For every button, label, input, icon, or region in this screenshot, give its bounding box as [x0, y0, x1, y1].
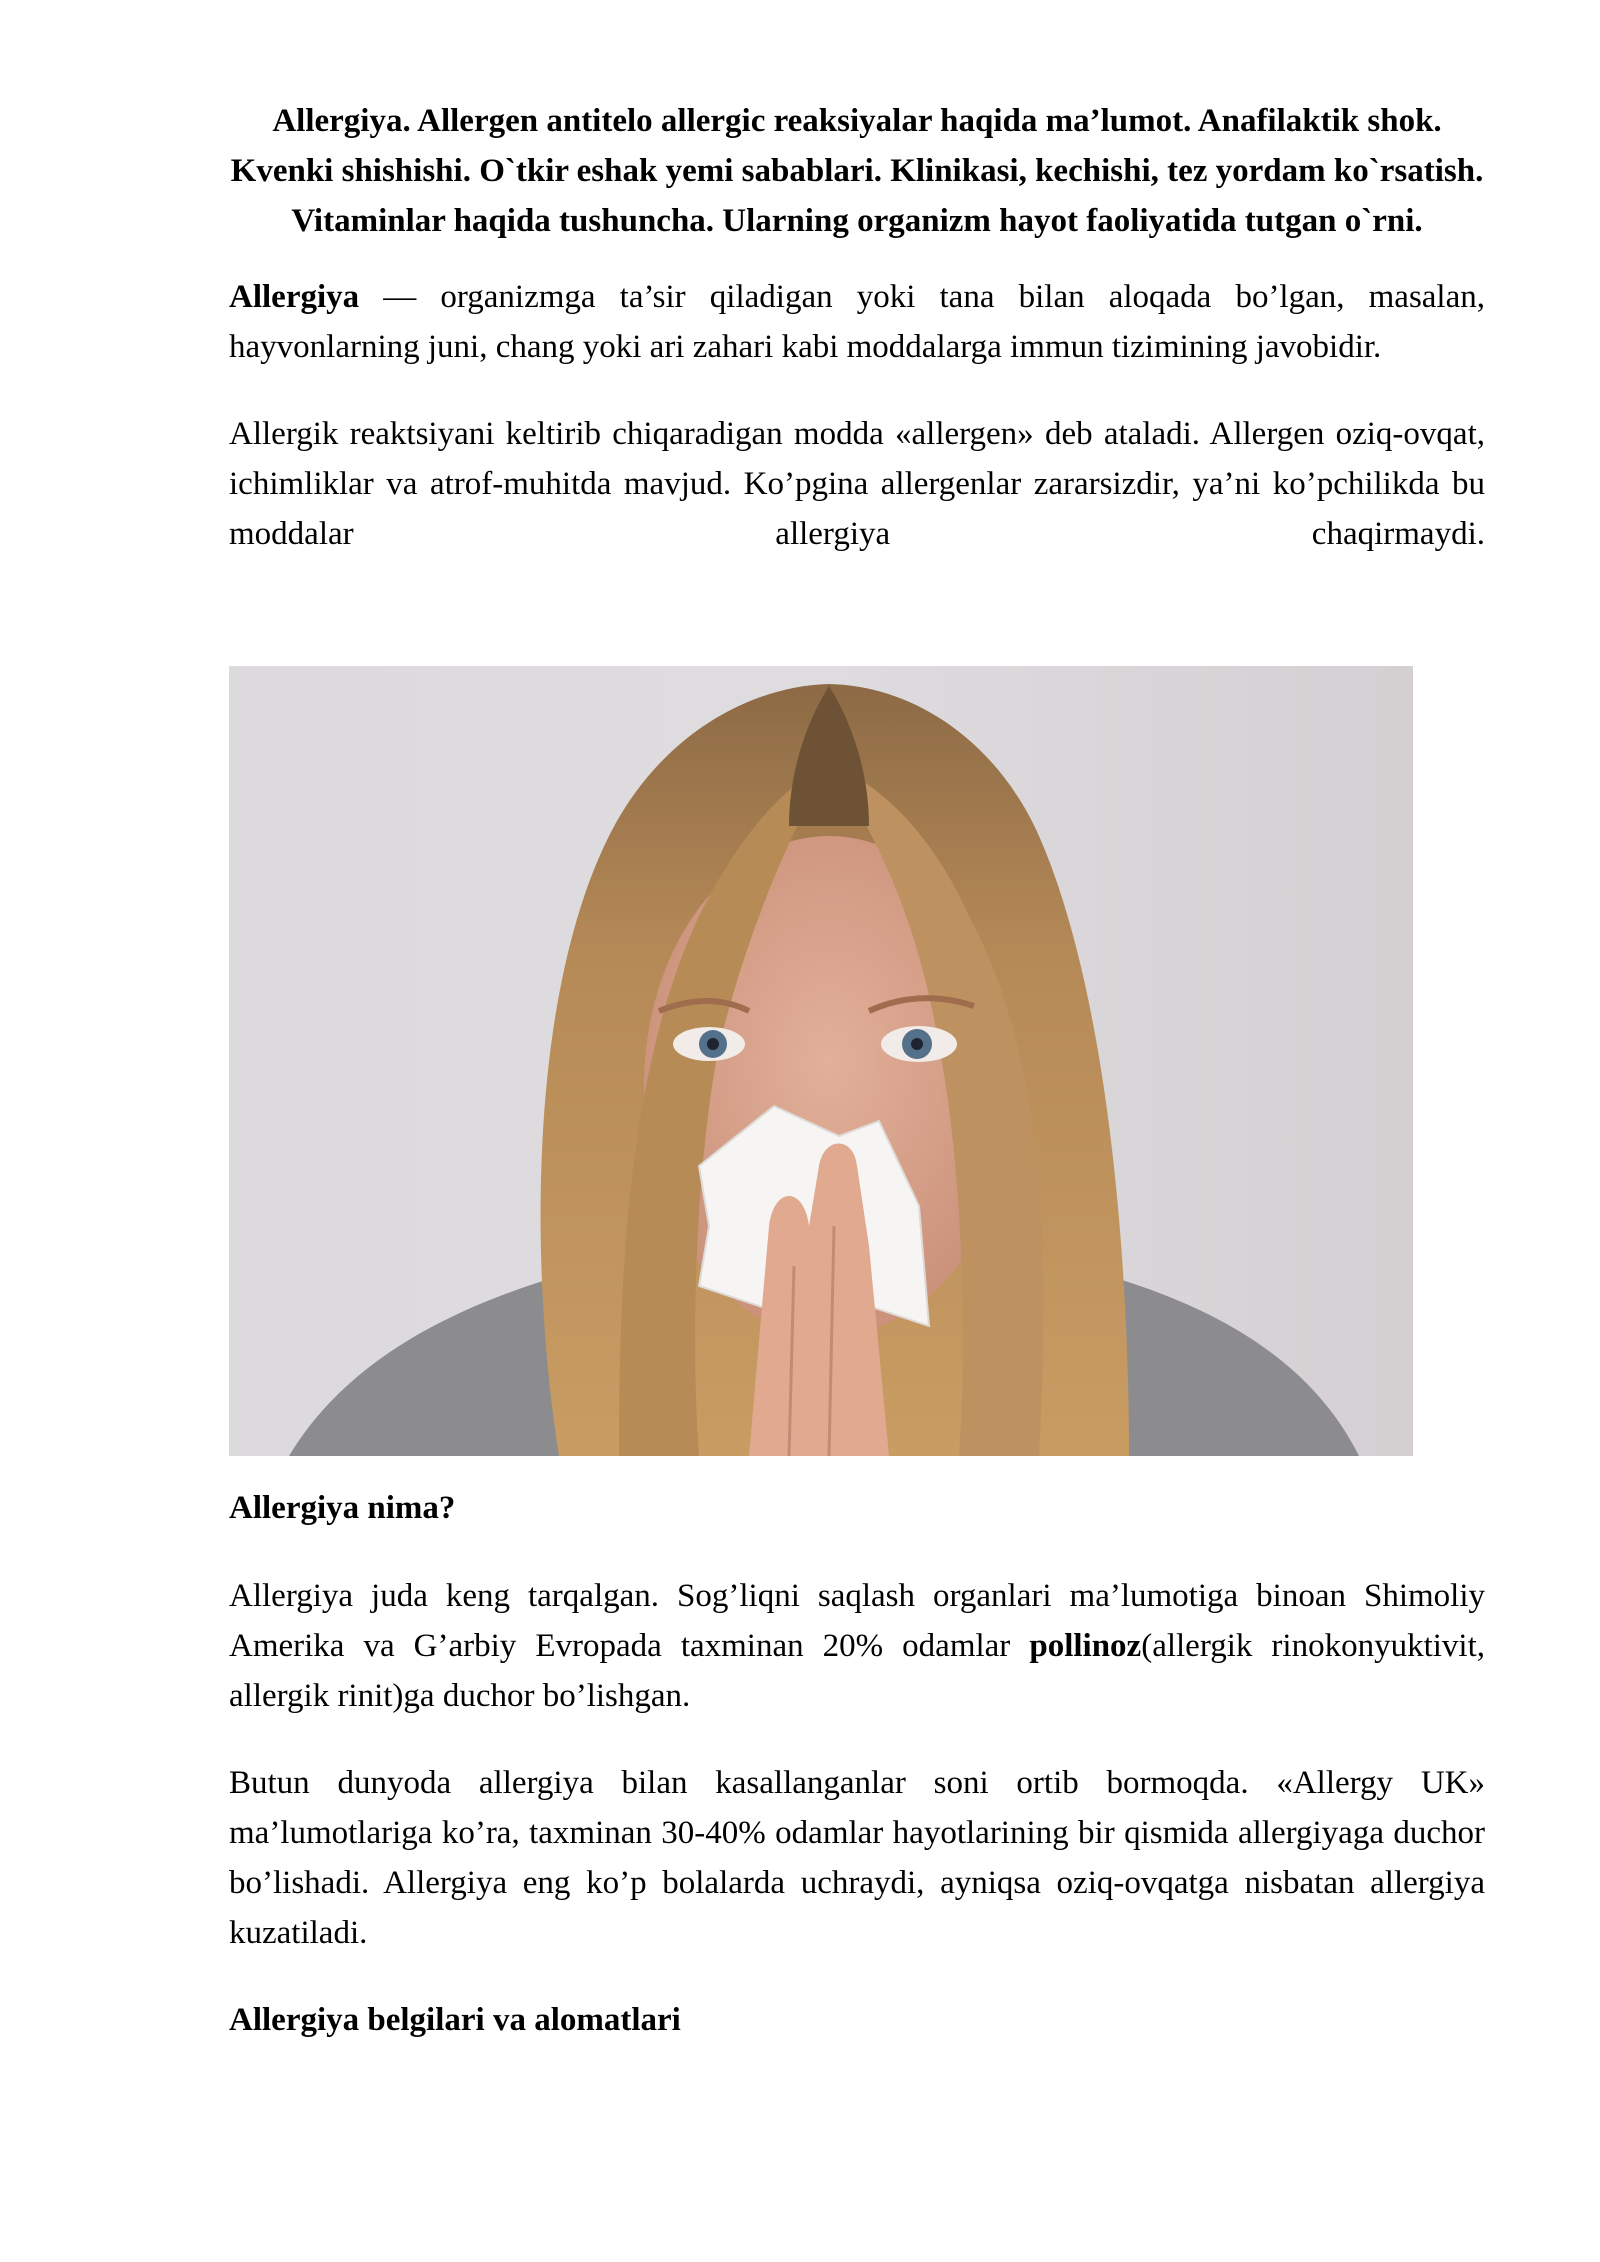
prevalence-paragraph — [229, 1571, 1485, 1721]
intro-term: Allergiya — [229, 279, 360, 315]
worldwide-paragraph: Butun dunyoda allergiya bilan kasallanganlar soni ortib bormoqda. «Allergy UK» ma’lumotlariga ko’ra, taxminan 30-40% odamlar hayotlarining bir qismida allergiyaga duchor bo’lishadi. Allergiya eng ko’p bolalarda uchraydi, ayniqsa oziq-ovqatga nisbatan allergiya kuzatiladi. — [229, 1765, 1485, 1951]
intro-paragraph — [229, 272, 1485, 372]
document-title: Allergiya. Allergen antitelo allergic reaksiyalar haqida ma’lumot. Anafilaktik shok. Kvenki shishishi. O`tkir eshak yemi sabablari. Klinikasi, kechishi, tez yordam ko`rsatish. Vitaminlar haqida tushuncha. Ularning organizm hayot faoliyatida tutgan o`rni. — [230, 103, 1484, 239]
section-heading-what-is-allergy: Allergiya nima? — [229, 1490, 456, 1526]
prevalence-text-end: (allergik rinokonyuktivit, allergik rinit)ga duchor bo’lishgan. — [229, 1628, 1486, 1714]
document-page-lower — [229, 1483, 1485, 2045]
intro-definition: — organizmga ta’sir qiladigan yoki tana bilan aloqada bo’lgan, masalan, hayvonlarning juni, chang yoki ari zahari kabi moddalarga immun tizimining javobidir. — [229, 279, 1485, 365]
woman-sneezing-image — [229, 666, 1413, 1456]
section-heading-symptoms: Allergiya belgilari va alomatlari — [229, 2002, 681, 2038]
allergy-photo — [229, 666, 1413, 1456]
document-page — [229, 96, 1485, 559]
pollinoz-term: pollinoz — [1029, 1628, 1142, 1664]
prevalence-text: Allergiya juda keng tarqalgan. Sog’liqni saqlash organlari ma’lumotiga binoan Shimoliy Amerika va G’arbiy Evropada taxminan 20% odamlar — [229, 1578, 1485, 1664]
allergen-paragraph: Allergik reaktsiyani keltirib chiqaradigan modda «allergen» deb ataladi. Allergen oziq-ovqat, ichimliklar va atrof-muhitda mavjud. Ko’pgina allergenlar zararsizdir, ya’ni ko’pchilikda bu moddalar allergiya chaqirmaydi. — [229, 416, 1485, 552]
